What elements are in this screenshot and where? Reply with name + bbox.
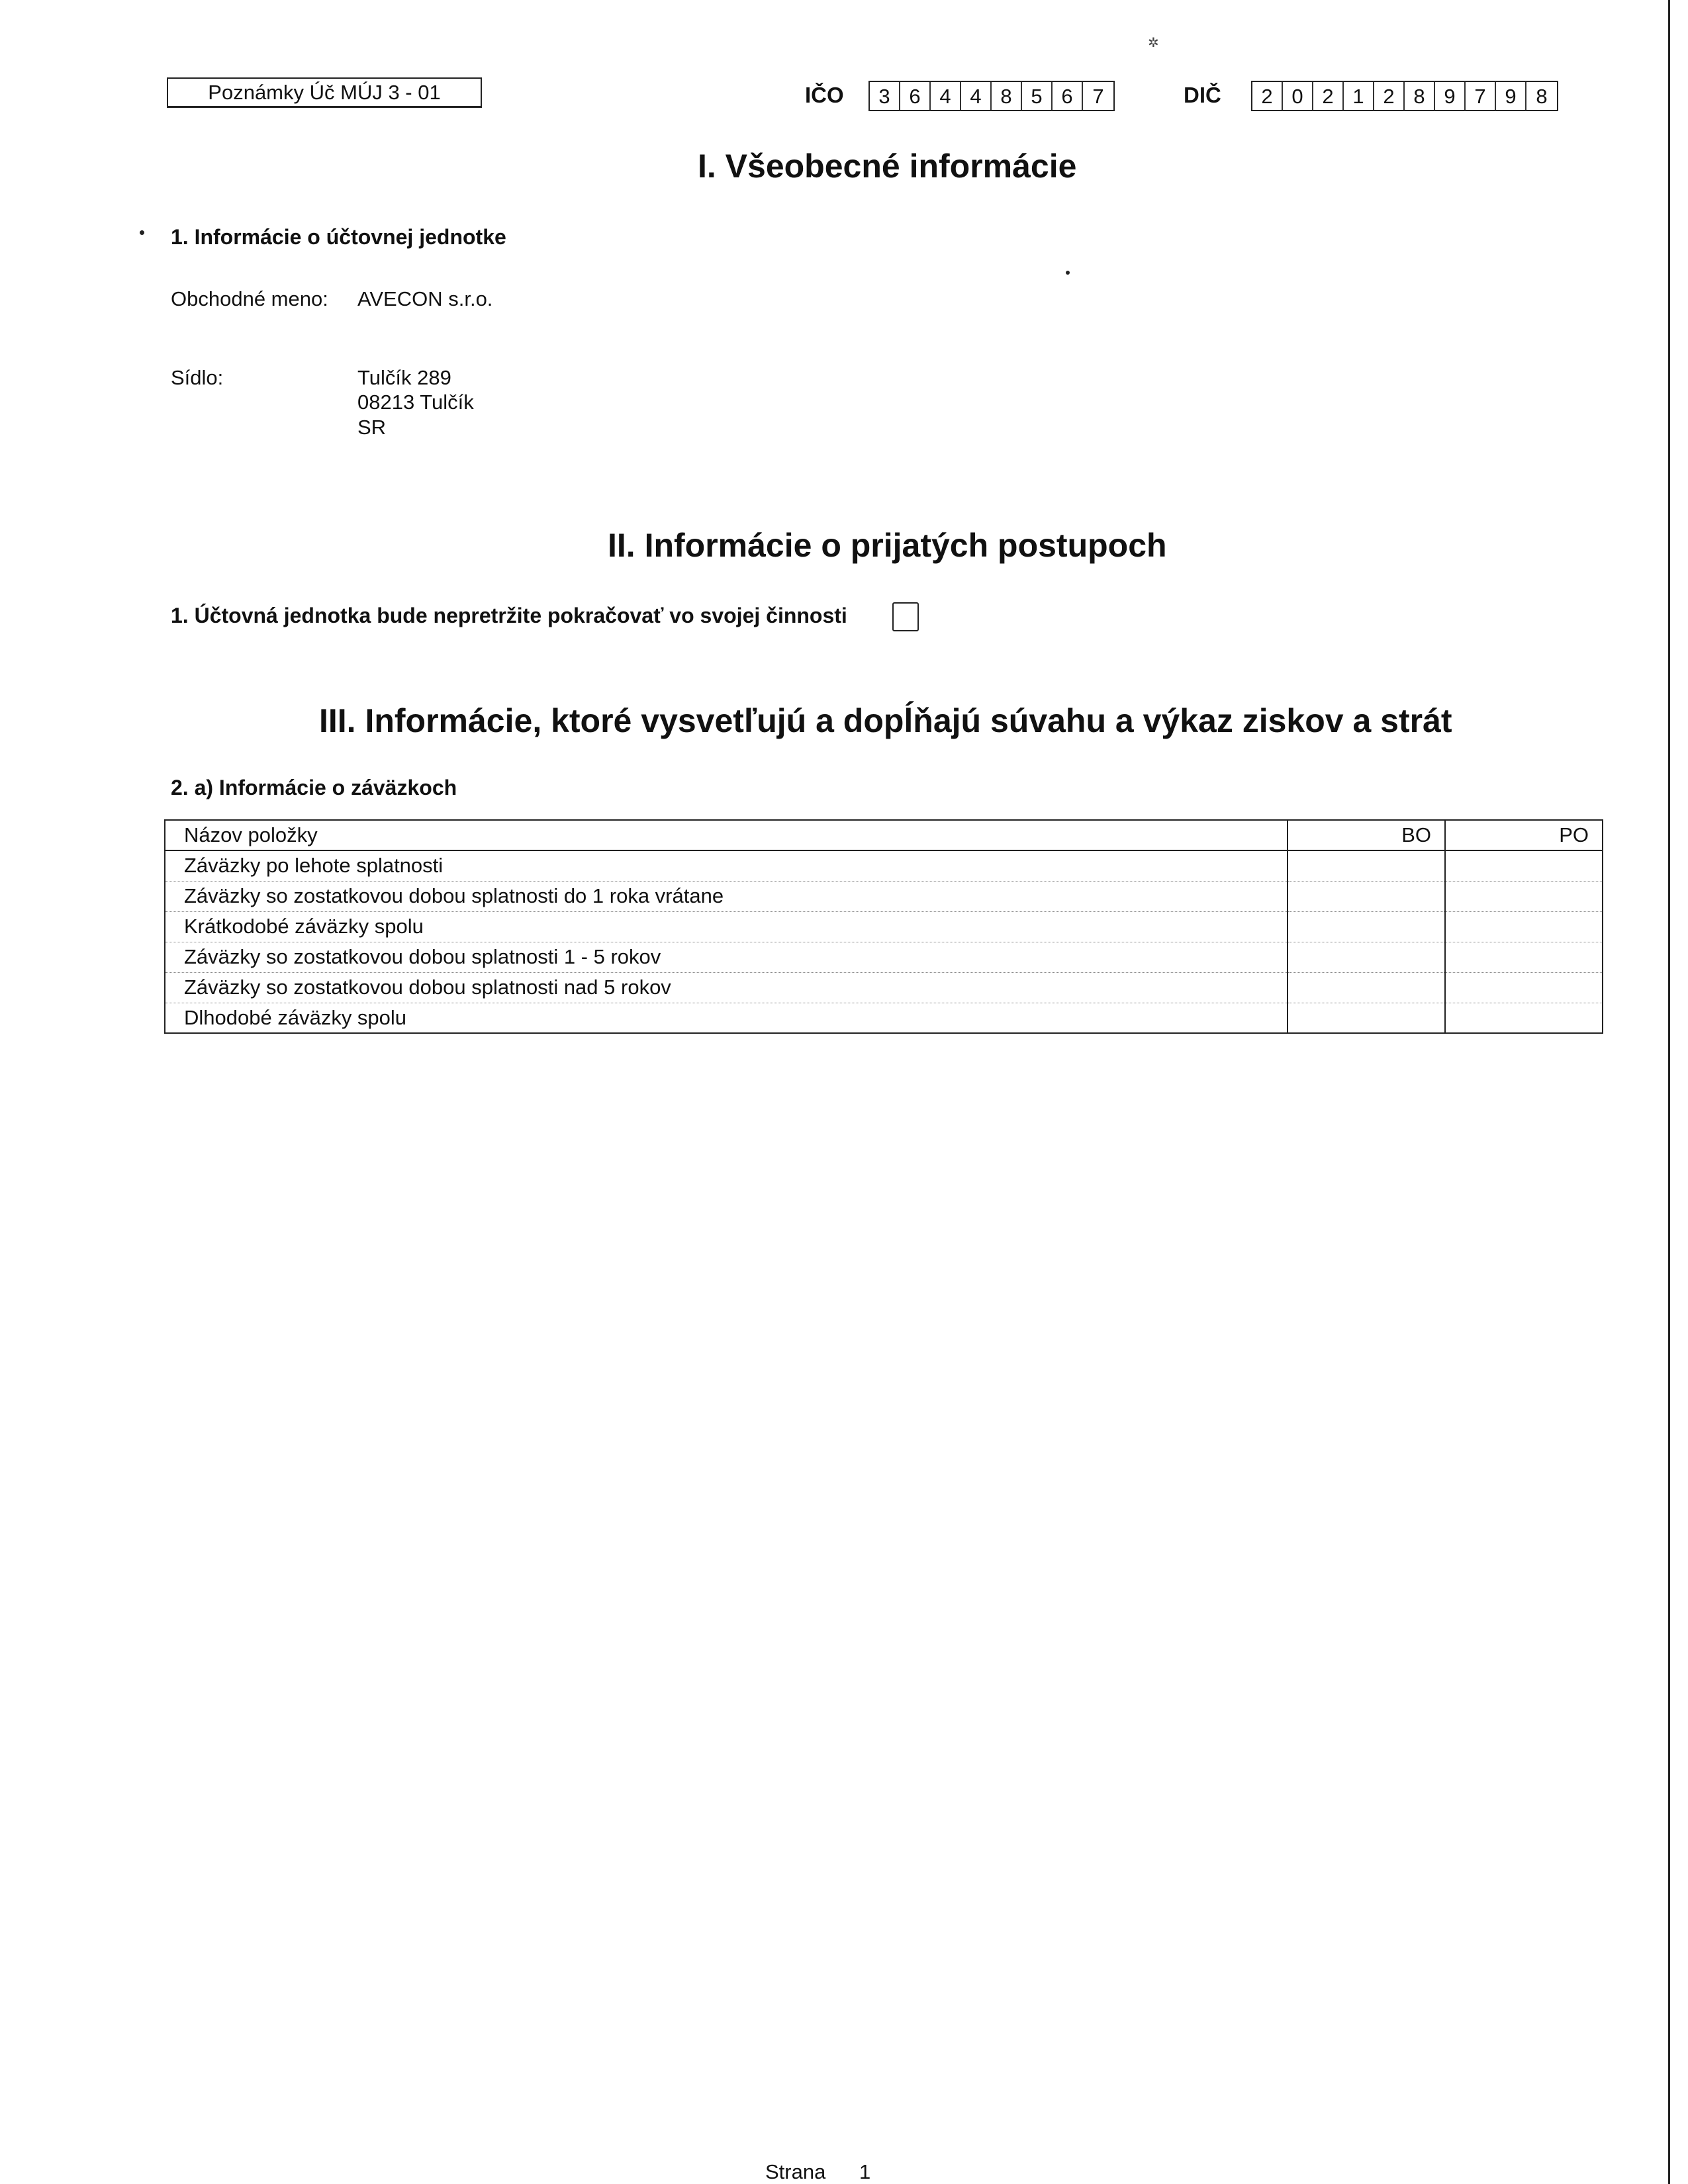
dic-digit: 7	[1466, 82, 1496, 110]
table-header-row	[165, 820, 1603, 850]
seat-label: Sídlo:	[171, 366, 224, 389]
form-code-box: Poznámky Úč MÚJ 3 - 01	[167, 77, 482, 108]
ico-digit: 4	[961, 82, 992, 110]
ico-label: IČO	[805, 83, 844, 107]
dic-label: DIČ	[1184, 83, 1221, 107]
bo-cell[interactable]	[1288, 942, 1445, 972]
going-concern-label: 1. Účtovná jednotka bude nepretržite pokračovať vo svojej činnosti	[171, 604, 847, 627]
section-1-subtitle: 1. Informácie o účtovnej jednotke	[171, 225, 506, 249]
dic-digit: 1	[1344, 82, 1374, 110]
seat-address-line: 08213 Tulčík	[357, 390, 474, 414]
column-header-bo: BO	[1288, 820, 1445, 850]
page-number: 1	[859, 2160, 871, 2183]
table-row	[165, 881, 1603, 911]
dic-digit: 2	[1252, 82, 1283, 110]
company-name-label: Obchodné meno:	[171, 287, 328, 310]
row-label: Dlhodobé záväzky spolu	[165, 1003, 1288, 1033]
ico-digit: 3	[870, 82, 900, 110]
po-cell[interactable]	[1445, 1003, 1603, 1033]
section-3-title: III. Informácie, ktoré vysvetľujú a dopĺňajú súvahu a výkaz ziskov a strát	[319, 702, 1452, 739]
row-label: Záväzky so zostatkovou dobou splatnosti do 1 roka vrátane	[165, 881, 1288, 911]
dic-field	[1251, 81, 1558, 111]
section-1-title: I. Všeobecné informácie	[698, 148, 1077, 185]
row-label: Záväzky so zostatkovou dobou splatnosti 1 - 5 rokov	[165, 942, 1288, 972]
po-cell[interactable]	[1445, 942, 1603, 972]
column-header-name: Názov položky	[165, 820, 1288, 850]
ico-digit: 8	[992, 82, 1022, 110]
page-label: Strana	[765, 2160, 826, 2183]
dic-digit: 9	[1496, 82, 1526, 110]
scan-mark-icon: ✲	[1148, 36, 1159, 50]
dic-digit: 2	[1313, 82, 1344, 110]
scan-speck	[140, 230, 144, 235]
table-row	[165, 1003, 1603, 1033]
bo-cell[interactable]	[1288, 911, 1445, 942]
ico-digit: 6	[900, 82, 931, 110]
dic-digit: 9	[1435, 82, 1466, 110]
bo-cell[interactable]	[1288, 881, 1445, 911]
column-header-po: PO	[1445, 820, 1603, 850]
table-row	[165, 942, 1603, 972]
ico-digit: 5	[1022, 82, 1053, 110]
ico-field	[868, 81, 1115, 111]
ico-digit: 7	[1092, 85, 1104, 108]
ico-digit: 6	[1053, 82, 1083, 110]
liabilities-table	[164, 819, 1603, 1034]
table-row	[165, 972, 1603, 1003]
dic-digit: 8	[1405, 82, 1435, 110]
row-label: Krátkodobé záväzky spolu	[165, 911, 1288, 942]
dic-digit: 0	[1283, 82, 1313, 110]
scan-speck	[1066, 271, 1070, 275]
table-row	[165, 911, 1603, 942]
row-label: Záväzky po lehote splatnosti	[165, 850, 1288, 881]
row-label: Záväzky so zostatkovou dobou splatnosti nad 5 rokov	[165, 972, 1288, 1003]
po-cell[interactable]	[1445, 972, 1603, 1003]
scan-edge-line	[1668, 0, 1670, 2184]
bo-cell[interactable]	[1288, 972, 1445, 1003]
po-cell[interactable]	[1445, 881, 1603, 911]
ico-digit: 4	[931, 82, 961, 110]
po-cell[interactable]	[1445, 850, 1603, 881]
section-3-subtitle: 2. a) Informácie o záväzkoch	[171, 776, 457, 799]
section-2-title: II. Informácie o prijatých postupoch	[608, 527, 1167, 564]
dic-digit: 2	[1374, 82, 1405, 110]
company-name-value: AVECON s.r.o.	[357, 287, 493, 310]
po-cell[interactable]	[1445, 911, 1603, 942]
dic-digit: 8	[1536, 85, 1548, 108]
bo-cell[interactable]	[1288, 850, 1445, 881]
going-concern-checkbox[interactable]	[892, 602, 919, 631]
seat-address-line: SR	[357, 416, 387, 439]
seat-address-line: Tulčík 289	[357, 366, 451, 389]
table-row	[165, 850, 1603, 881]
bo-cell[interactable]	[1288, 1003, 1445, 1033]
